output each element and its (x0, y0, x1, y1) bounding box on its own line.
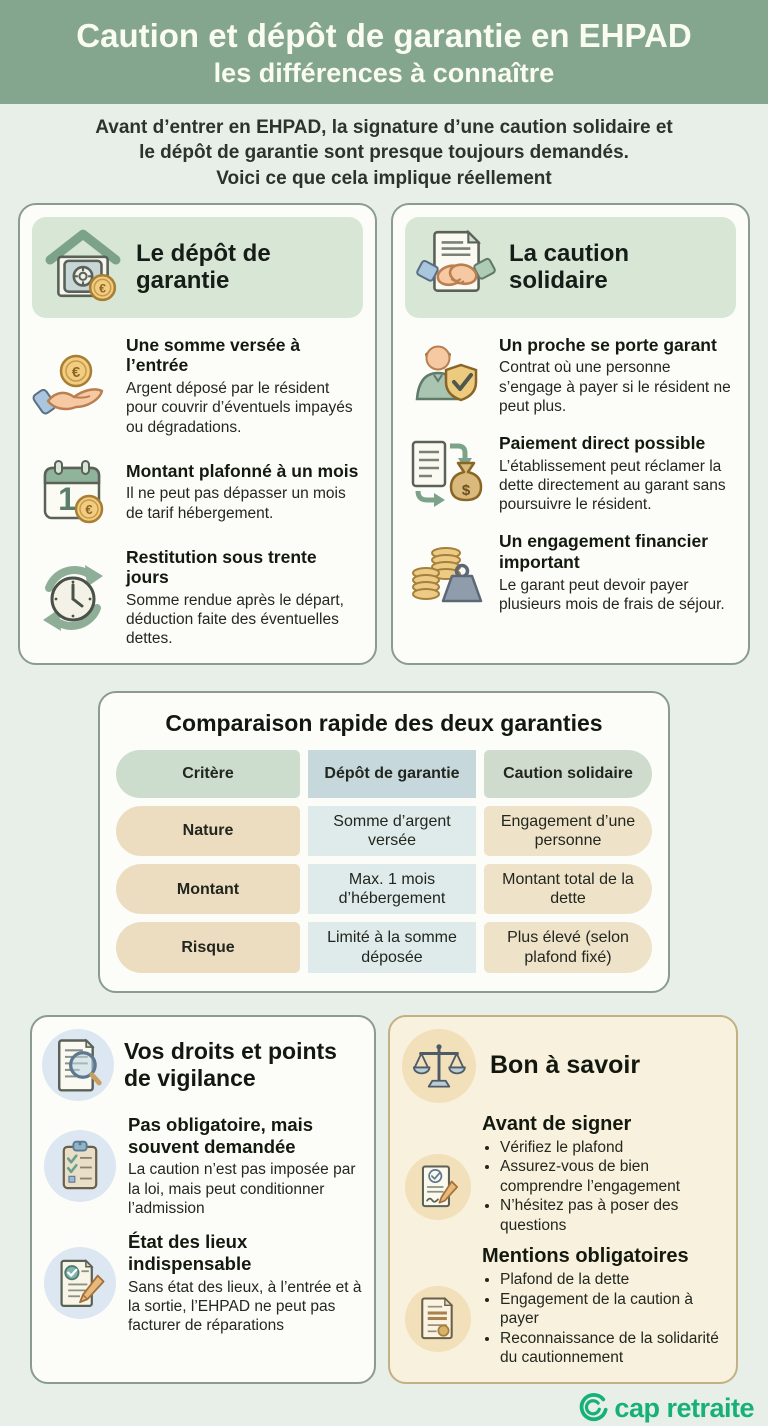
scales-icon (402, 1029, 476, 1103)
top-cards-row (0, 203, 768, 665)
cap-retraite-logo-icon (578, 1391, 608, 1426)
item-title: État des lieux indispensable (128, 1231, 252, 1274)
rights-item-1 (42, 1114, 364, 1218)
table-cell: Somme d’argent versée (308, 806, 476, 856)
table-cell: Montant total de la dette (484, 864, 652, 914)
deposit-item-3 (32, 547, 363, 649)
item-body: Il ne peut pas dépasser un mois de tarif hébergement. (126, 485, 346, 522)
document-magnifier-icon (42, 1029, 114, 1101)
deposit-card (18, 203, 377, 665)
svg-text:€: € (71, 363, 81, 381)
deposit-item-2 (32, 454, 363, 530)
item-body: Somme rendue après le départ, déduction faite des éventuelles dettes. (126, 592, 344, 648)
item-title: Une somme versée à l’entrée (126, 334, 301, 376)
table-cell: Limité à la somme déposée (308, 922, 476, 972)
row-label: Montant (116, 864, 300, 914)
caution-card-title: La caution solidaire (509, 239, 630, 295)
item-body: Le garant peut devoir payer plusieurs mois de frais de séjour. (499, 576, 725, 613)
svg-text:$: $ (461, 481, 471, 499)
row-label: Risque (116, 922, 300, 972)
footer (0, 1384, 768, 1426)
tips-section-2-bullets (482, 1270, 724, 1368)
item-body: Contrat où une personne s’engage à payer si le résident ne peut plus. (499, 359, 731, 415)
item-body: L’établissement peut réclamer la dette directement au garant sans poursuivre le résident. (499, 457, 726, 514)
signature-doc-icon (402, 1154, 474, 1220)
column-header-criterion: Critère (116, 750, 300, 798)
tips-card (388, 1015, 738, 1384)
svg-text:€: € (85, 501, 93, 517)
contract-seal-icon (402, 1286, 474, 1352)
item-body: Argent déposé par le résident pour couvrir d’éventuels impayés ou dégradations. (126, 380, 353, 436)
bullet-item: • Engagement de la caution à payer (500, 1290, 724, 1329)
bullet-item: • Plafond de la dette (500, 1270, 724, 1290)
table-cell: Plus élevé (selon plafond fixé) (484, 922, 652, 972)
svg-text:1: 1 (58, 480, 76, 517)
item-title: Un engagement financier important (499, 531, 709, 573)
document-moneybag-icon (405, 436, 487, 512)
intro-line: Avant d’entrer en EHPAD, la signature d’une caution solidaire et (95, 116, 673, 138)
header-band (0, 0, 768, 104)
item-body: La caution n’est pas imposée par la loi, mais peut conditionner l’admission (128, 1161, 356, 1217)
brand-name: cap retraite (614, 1392, 754, 1423)
tips-card-header (402, 1029, 724, 1103)
bullet-item: • Assurez-vous de bien comprendre l’engagement (500, 1157, 724, 1196)
deposit-card-title: Le dépôt de garantie (136, 239, 271, 295)
clipboard-check-icon (42, 1130, 118, 1202)
comparison-card (98, 691, 670, 993)
bullet-item: • N’hésitez pas à poser des questions (500, 1196, 724, 1235)
deposit-item-3-text (126, 547, 363, 649)
intro-line: Voici ce que cela implique réellement (216, 167, 552, 189)
rights-card (30, 1015, 376, 1384)
handshake-document-icon (417, 226, 495, 309)
table-cell: Max. 1 mois d’hébergement (308, 864, 476, 914)
deposit-card-header (32, 217, 363, 318)
inspection-doc-pencil-icon (42, 1247, 118, 1319)
rights-item-1-text (128, 1114, 364, 1218)
tips-section-1-heading: Avant de signer (482, 1112, 632, 1135)
caution-item-2 (405, 433, 736, 514)
caution-item-3-text (499, 531, 736, 614)
caution-item-2-text (499, 433, 736, 514)
item-title: Pas obligatoire, mais souvent demandée (128, 1113, 314, 1157)
calendar-coin-icon (32, 454, 114, 530)
rights-card-header (42, 1029, 364, 1101)
intro-line: le dépôt de garantie sont presque toujours demandés. (139, 142, 629, 164)
table-cell: Engagement d’une personne (484, 806, 652, 856)
page-title: Caution et dépôt de garantie en EHPAD (76, 17, 692, 54)
tips-section-2 (402, 1270, 724, 1368)
guarantor-shield-icon (405, 337, 487, 413)
comparison-table (116, 750, 652, 973)
comparison-title: Comparaison rapide des deux garanties (165, 709, 603, 736)
caution-card (391, 203, 750, 665)
tips-card-title: Bon à savoir (490, 1051, 641, 1080)
row-label: Nature (116, 806, 300, 856)
page-subtitle: les différences à connaître (213, 57, 555, 88)
column-header-deposit: Dépôt de garantie (308, 750, 476, 798)
hand-coin-icon (32, 348, 114, 424)
svg-text:€: € (99, 281, 106, 296)
bottom-cards-row (0, 1015, 768, 1384)
tips-section-2-heading: Mentions obligatoires (482, 1245, 689, 1268)
rights-item-2-text (128, 1231, 364, 1335)
coins-weight-icon (405, 535, 487, 611)
caution-item-3 (405, 531, 736, 614)
caution-card-header (405, 217, 736, 318)
deposit-item-1-text (126, 335, 363, 437)
rights-item-2 (42, 1231, 364, 1335)
intro-text (0, 115, 768, 191)
caution-item-1 (405, 335, 736, 416)
tips-section-1-bullets (482, 1138, 724, 1236)
safe-house-icon (44, 226, 122, 309)
column-header-caution: Caution solidaire (484, 750, 652, 798)
item-title: Restitution sous trente jours (126, 546, 317, 588)
item-body: Sans état des lieux, à l’entrée et à la sortie, l’EHPAD ne peut pas facturer de réparations (128, 1278, 362, 1335)
item-title: Paiement direct possible (499, 433, 706, 454)
deposit-item-2-text (126, 461, 363, 523)
caution-item-1-text (499, 335, 736, 416)
bullet-item: • Reconnaissance de la solidarité du cautionnement (500, 1329, 724, 1368)
deposit-item-1 (32, 335, 363, 437)
item-title: Un proche se porte garant (499, 334, 717, 355)
item-title: Montant plafonné à un mois (126, 460, 359, 481)
rights-card-title: Vos droits et points de vigilance (124, 1038, 337, 1091)
clock-restitution-icon (32, 560, 114, 636)
tips-section-1 (402, 1138, 724, 1236)
bullet-item: • Vérifiez le plafond (500, 1138, 724, 1158)
